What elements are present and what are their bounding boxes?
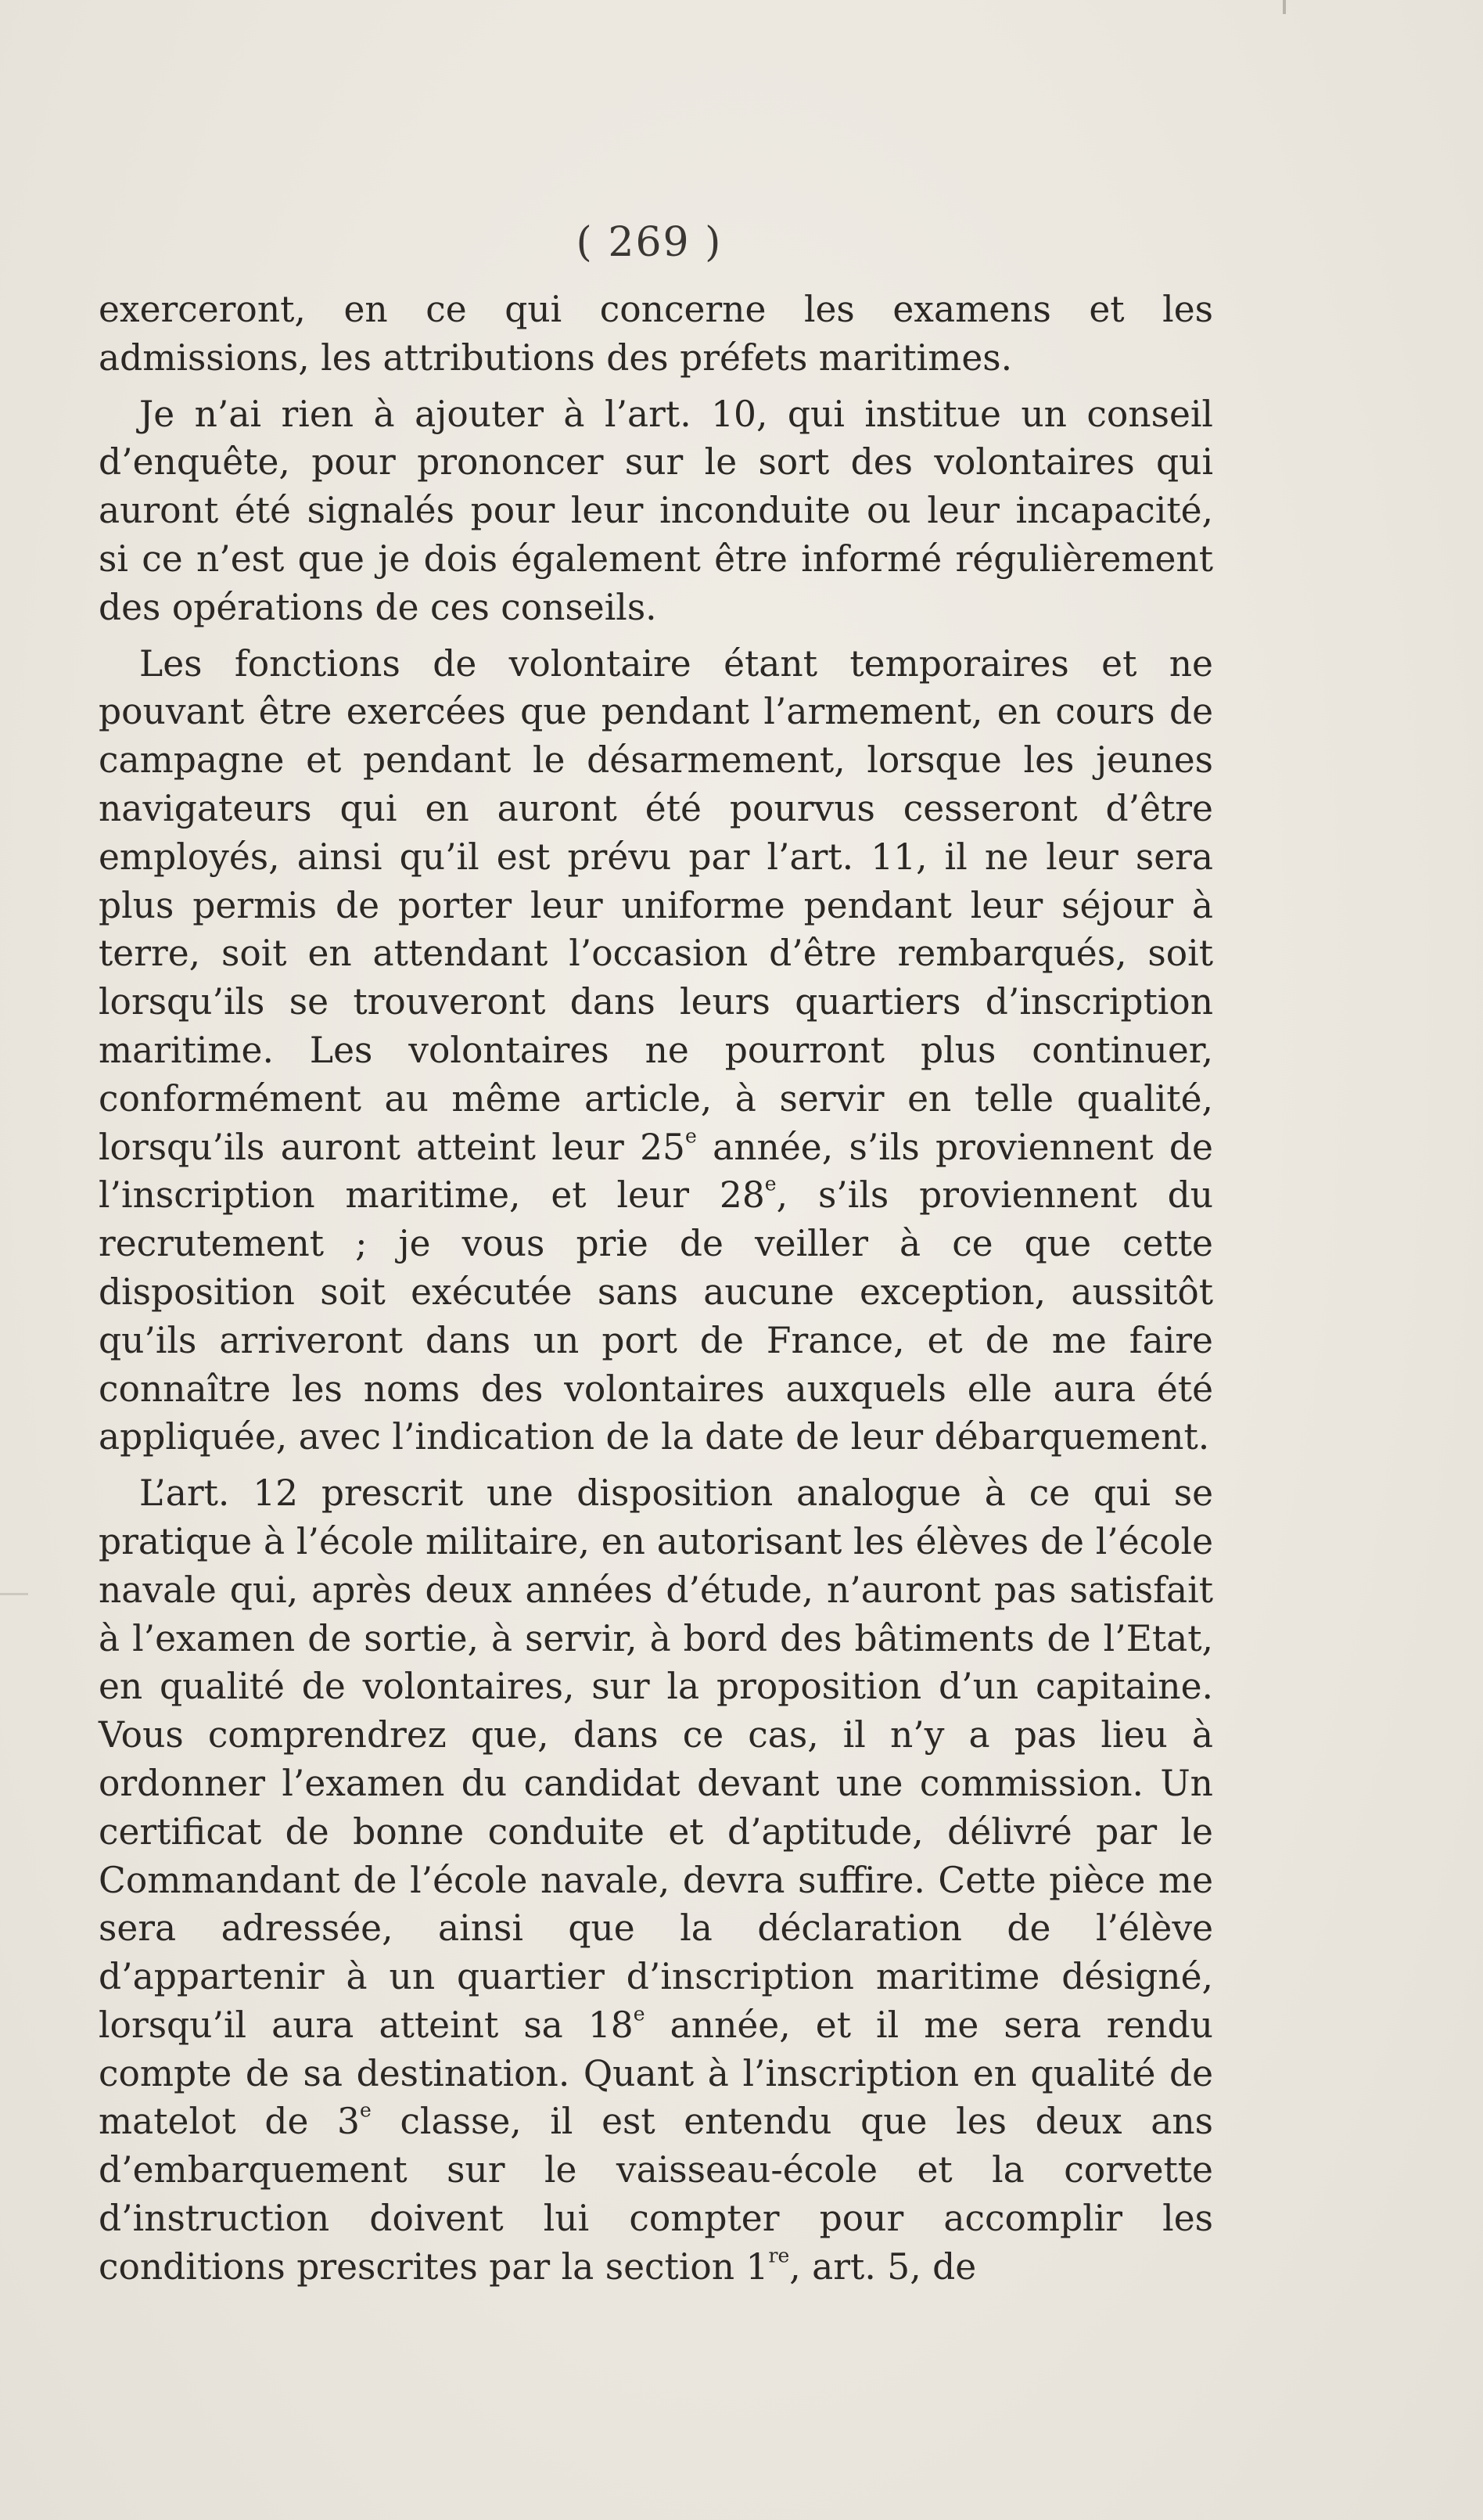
- text-run: classe, il est entendu que les deux ans d’embarquement sur le vaisseau-école et la corvette d’instruction doivent lui compter pour accomplir les conditions prescrites par la section 1: [99, 2101, 1214, 2288]
- paragraph-art-12: [99, 1469, 1213, 2292]
- text-run: année, et il me sera rendu compte de sa destination. Quant à l’inscription en qualité de matelot de 3: [99, 2004, 1213, 2143]
- ordinal-superscript: e: [633, 2002, 645, 2026]
- body-text: [99, 286, 1213, 2292]
- paragraph-art-10: Je n’ai rien à ajouter à l’art. 10, qui institue un conseil d’enquête, pour prononcer sur le sort des volontaires qui auront été signalés pour leur inconduite ou leur incapacité, si ce n’est que je dois également être informé régulièrement des opérations de ces conseils.: [99, 393, 1213, 628]
- paragraph-art-11: [99, 640, 1213, 1462]
- ordinal-superscript: e: [764, 1173, 777, 1196]
- ordinal-superscript: re: [768, 2244, 790, 2267]
- page-number: ( 269 ): [576, 219, 723, 266]
- ordinal-superscript: e: [684, 1124, 697, 1148]
- text-run: , art. 5, de: [789, 2245, 977, 2288]
- ordinal-superscript: e: [360, 2099, 372, 2123]
- text-run: année, s’ils proviennent de l’inscription maritime, et leur 28: [99, 1126, 1213, 1217]
- text-run: L’art. 12 prescrit une disposition analogue à ce qui se pratique à l’école militaire, en autorisant les élèves de l’école navale qui, après deux années d’étude, n’auront pas satisfait à l’examen de sortie, à servir, à bord des bâtiments de l’Etat, en qualité de volontaires, sur la proposition d’un capitaine. Vous comprendrez que, dans ce cas, il n’y a pas lieu à ordonner l’examen du candidat devant une commission. Un certificat de bonne conduite et d’aptitude, délivré par le Commandant de l’école navale, devra suffire. Cette pièce me sera adressée, ainsi que la déclaration de l’élève d’appartenir à un quartier d’inscription maritime désigné, lorsqu’il aura atteint sa 18: [99, 1472, 1213, 2046]
- scan-edge-mark: [0, 1593, 28, 1595]
- scan-edge-mark: [1283, 0, 1286, 14]
- text-run: , s’ils proviennent du recrutement ; je vous prie de veiller à ce que cette disposition soit exécutée sans aucune exception, aussitôt qu’ils arriveront dans un port de France, et de me faire connaître les noms des volontaires auxquels elle aura été appliquée, avec l’indication de la date de leur débarquement.: [99, 1174, 1213, 1458]
- paragraph-continuation: exerceront, en ce qui concerne les examens et les admissions, les attributions des préfets maritimes.: [99, 289, 1213, 379]
- text-run: Les fonctions de volontaire étant temporaires et ne pouvant être exercées que pendant l’armement, en cours de campagne et pendant le désarmement, lorsque les jeunes navigateurs qui en auront été pourvus cesseront d’être employés, ainsi qu’il est prévu par l’art. 11, il ne leur sera plus permis de porter leur uniforme pendant leur séjour à terre, soit en attendant l’occasion d’être rembarqués, soit lorsqu’ils se trouveront dans leurs quartiers d’inscription maritime. Les volontaires ne pourront plus continuer, conformément au même article, à servir en telle qualité, lorsqu’ils auront atteint leur 25: [99, 642, 1213, 1168]
